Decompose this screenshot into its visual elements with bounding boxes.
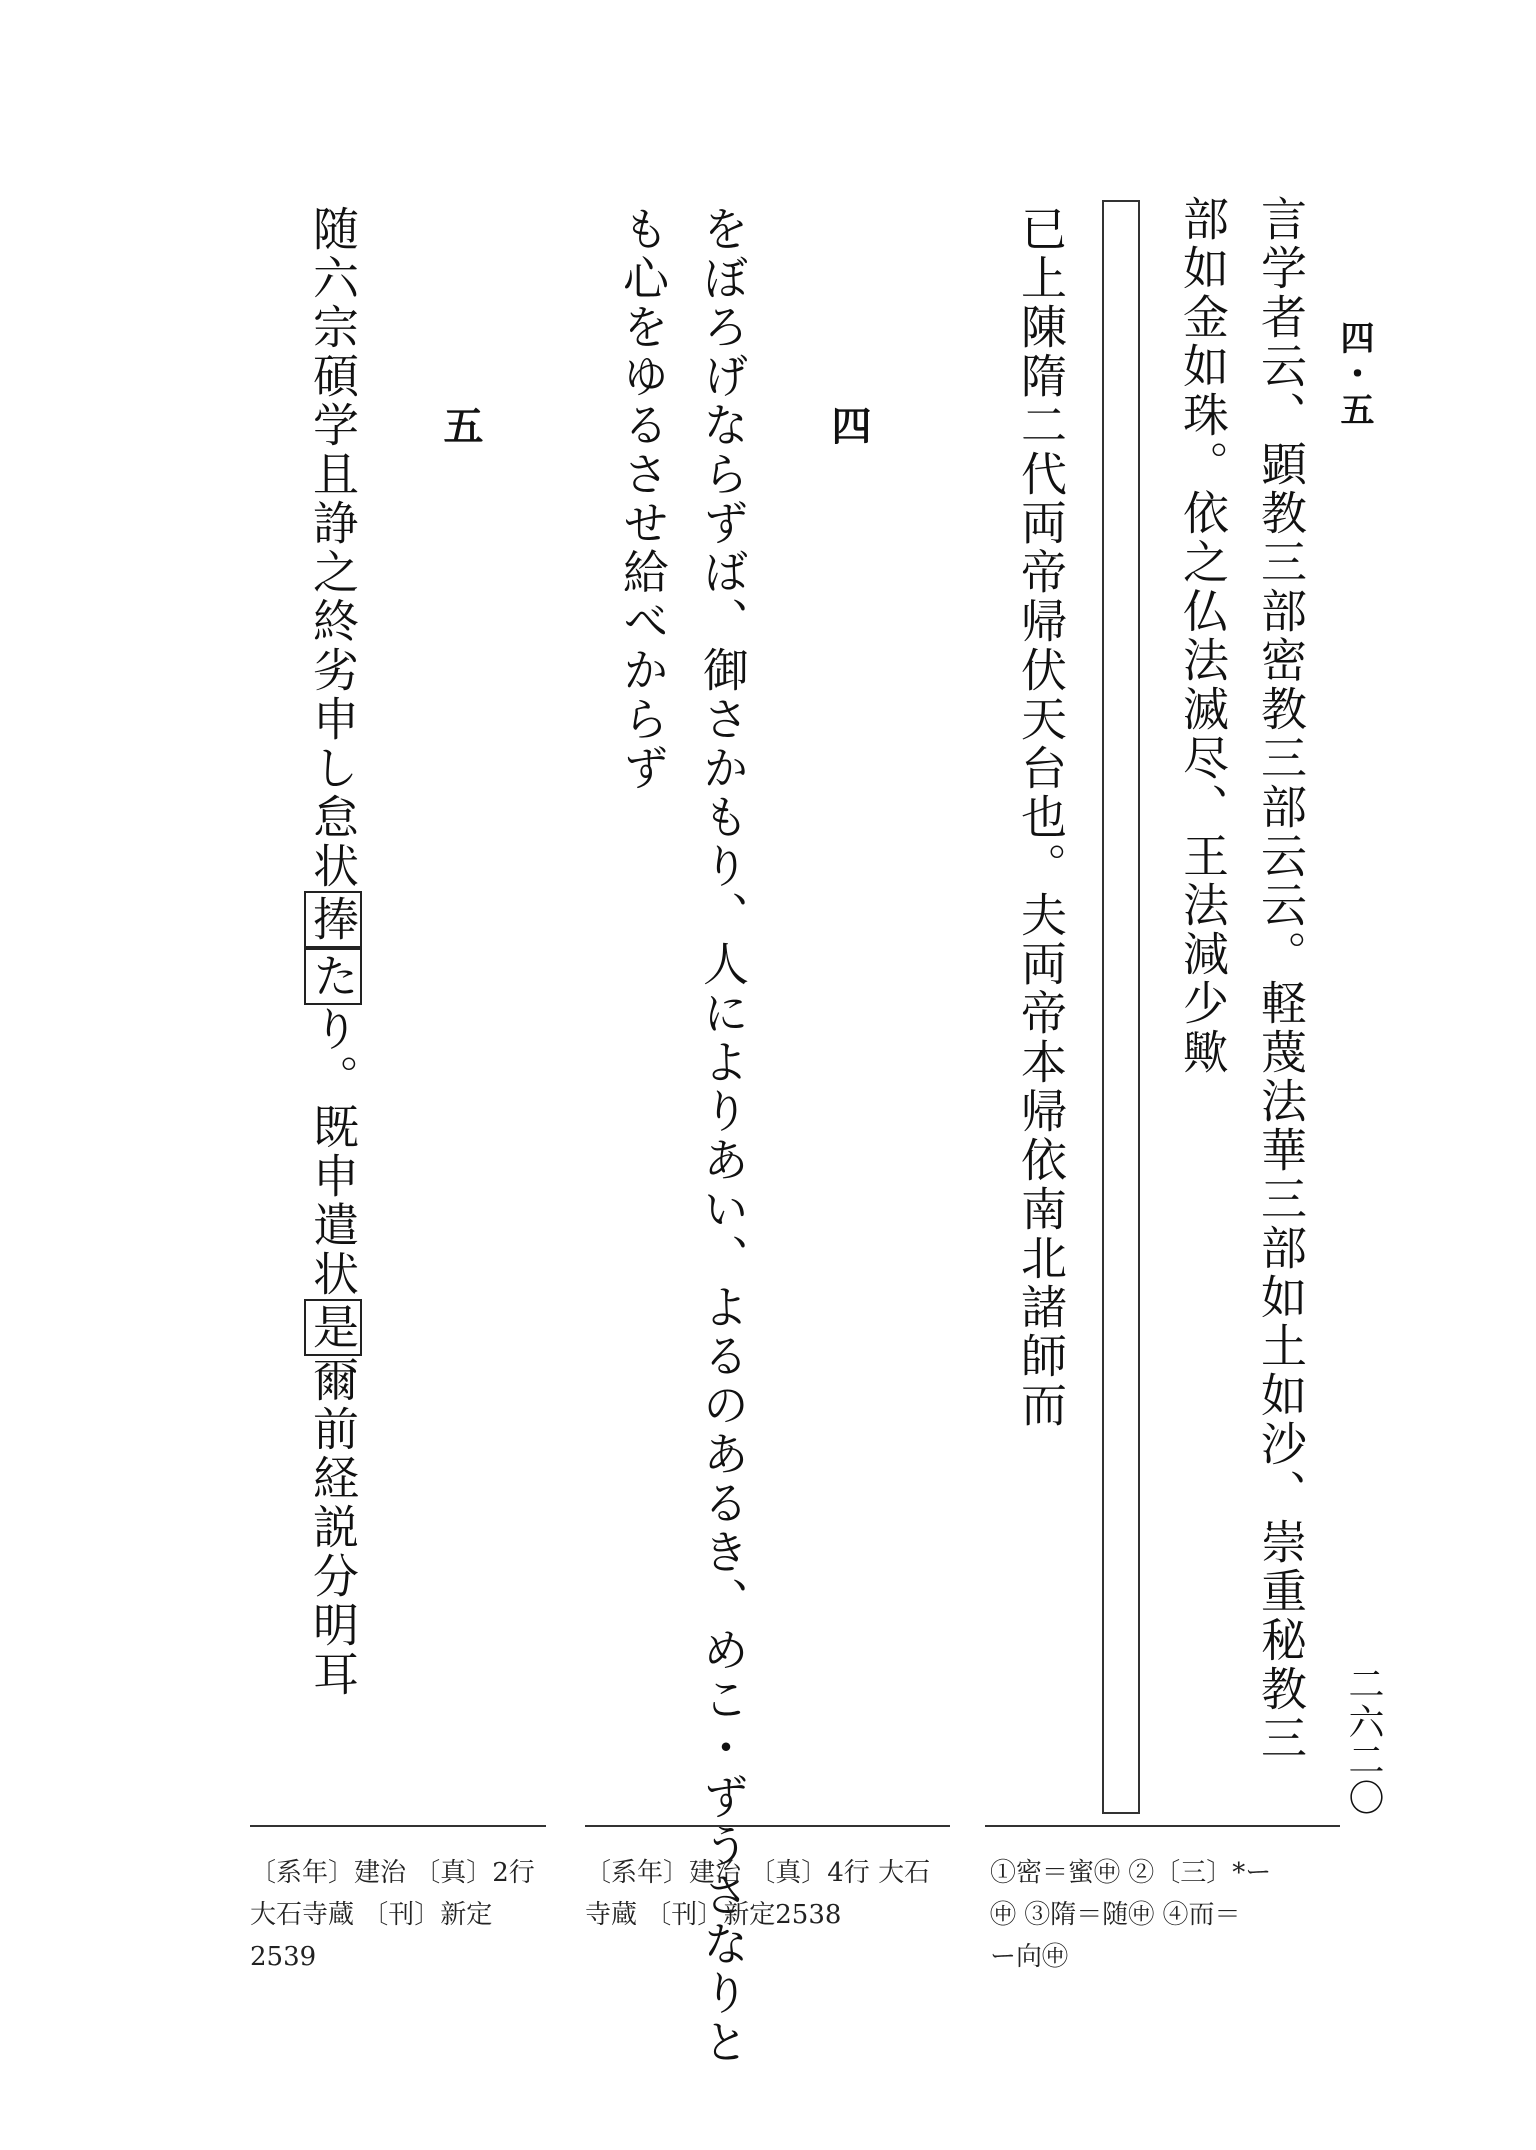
page-number: 二六二〇 [1343, 1665, 1384, 1817]
section-4-line-1: をぼろげならずば、御さかもり、人によりあい、よるのあるき、めこ・ずうさなりと [696, 205, 750, 2067]
boxed-char-1: 捧 [304, 891, 362, 948]
boxed-char-2: た [304, 948, 362, 1005]
main-text-column-1: 言学者云、顕教三部密教三部云云。軽蔑法華三部如土如沙、崇重秘教三 [1254, 195, 1308, 1763]
boxed-char-3: 是 [304, 1299, 362, 1356]
section-4-heading: 四 [825, 405, 871, 445]
footnote-rule-right [985, 1825, 1340, 1827]
section-5-text-c: 爾前経説分明耳 [306, 1356, 360, 1699]
footnote-right [990, 1852, 1340, 1978]
footnote-right-line-1: ①密＝蜜㊥ ②〔三〕*ー [990, 1858, 1272, 1888]
main-text-column-3: 已上陳隋二代両帝帰伏天台也。夫両帝本帰依南北諸師而 [1014, 205, 1068, 1430]
section-label: 四・五 [1334, 320, 1374, 428]
footnote-middle-line-2: 寺蔵 〔刊〕新定2538 [585, 1900, 842, 1930]
footnote-left [250, 1852, 550, 1978]
section-5-heading: 五 [437, 405, 483, 445]
footnote-left-line-2: 大石寺蔵 〔刊〕新定2539 [250, 1900, 493, 1972]
main-text-column-2: 部如金如珠。依之仏法滅尽、王法減少歟 [1176, 195, 1230, 1077]
section-5-text-b: り。既申遣状 [306, 1005, 360, 1299]
frame-box [1102, 200, 1140, 1814]
footnote-rule-left [250, 1825, 546, 1827]
footnote-right-line-2: ㊥ ③隋＝随㊥ ④而＝ [990, 1900, 1241, 1930]
footnote-middle [585, 1852, 955, 1936]
section-4-line-2: も心をゆるさせ給べからず [616, 205, 670, 793]
footnote-left-line-1: 〔系年〕建治 〔真〕2行 [250, 1858, 535, 1888]
footnote-right-line-3: ー向㊥ [990, 1942, 1069, 1972]
section-5-text-a: 随六宗碩学且諍之終劣申し怠状 [306, 205, 360, 891]
footnote-rule-middle [585, 1825, 950, 1827]
section-5-line [306, 205, 360, 1699]
footnote-middle-line-1: 〔系年〕建治 〔真〕4行 大石 [585, 1858, 931, 1888]
